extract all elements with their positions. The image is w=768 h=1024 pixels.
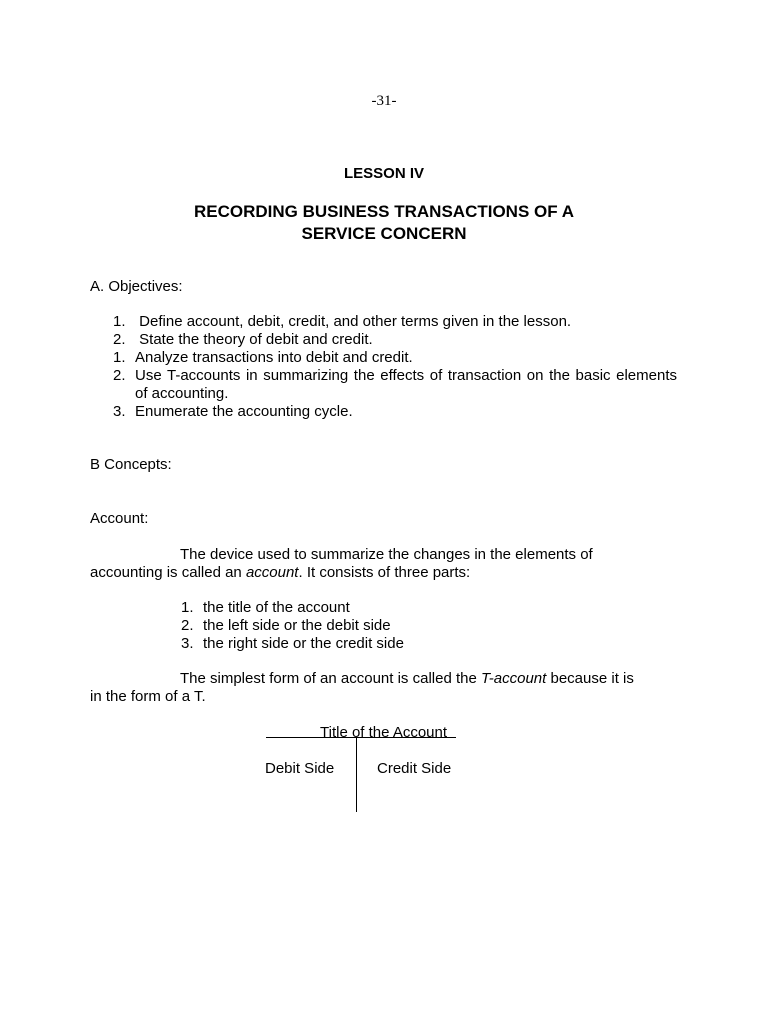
account-definition-tail: . It consists of three parts:: [298, 564, 471, 581]
objective-text: Enumerate the accounting cycle.: [135, 403, 353, 420]
objective-text-4: Use T-accounts in summarizing the effects of transaction on the basic elements of accounting.: [135, 367, 677, 402]
objective-text: State the theory of debit and credit.: [139, 331, 373, 348]
lesson-title: [0, 201, 768, 245]
objective-number: 2.: [113, 331, 126, 348]
t-account-title: Title of the Account: [320, 724, 448, 741]
account-part: [181, 635, 404, 653]
concepts-heading: B Concepts:: [90, 456, 172, 473]
page-number: -31-: [371, 93, 397, 109]
objective-text: Define account, debit, credit, and other terms given in the lesson.: [139, 313, 572, 330]
t-account-vertical-line: [356, 737, 357, 812]
objective-item: [113, 403, 353, 421]
account-definition-text: The device used to summarize the changes in the elements of accounting is called an: [90, 546, 593, 581]
t-account-horizontal-line: [266, 737, 456, 738]
objective-item: [113, 349, 413, 367]
lesson-title-line-2: SERVICE CONCERN: [301, 224, 467, 243]
objective-item: [113, 313, 571, 331]
account-term: account: [245, 564, 299, 581]
account-part: [181, 617, 391, 635]
objectives-heading: A. Objectives:: [90, 278, 183, 295]
t-account-text: The simplest form of an account is called the: [180, 670, 481, 687]
part-text: the left side or the debit side: [203, 617, 391, 634]
objective-item: [113, 331, 373, 349]
account-part: [181, 599, 350, 617]
part-number: 3.: [181, 635, 194, 652]
part-number: 1.: [181, 599, 194, 616]
objective-number: 1.: [113, 313, 126, 330]
t-account-tail: because it is in the form of a T.: [90, 670, 634, 705]
t-account-credit-side: Credit Side: [377, 760, 452, 777]
objective-number: 1.: [113, 349, 126, 366]
part-text: the right side or the credit side: [203, 635, 404, 652]
lesson-heading: LESSON IV: [343, 165, 425, 182]
t-account-paragraph: [90, 670, 635, 706]
part-text: the title of the account: [203, 599, 350, 616]
account-heading: Account:: [90, 510, 149, 527]
t-account-term: T-account: [480, 670, 547, 687]
part-number: 2.: [181, 617, 194, 634]
objective-number: 3.: [113, 403, 126, 420]
lesson-title-line-1: RECORDING BUSINESS TRANSACTIONS OF A: [193, 202, 574, 221]
account-definition-paragraph: [90, 546, 650, 582]
objective-text: Analyze transactions into debit and credit.: [135, 349, 413, 366]
t-account-debit-side: Debit Side: [265, 760, 335, 777]
objective-number-4: 2.: [113, 367, 126, 384]
